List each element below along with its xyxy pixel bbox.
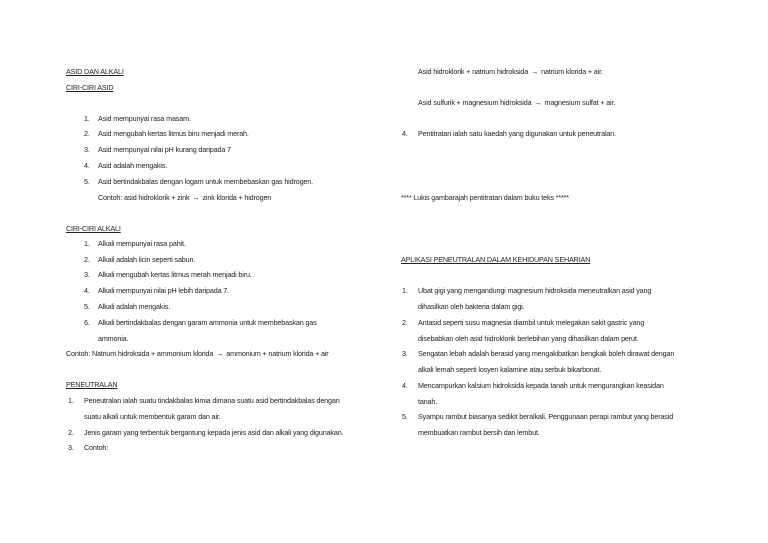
arrow-right-icon: → <box>534 98 542 107</box>
list-item: Jenis garam yang terbentuk bergantung kepada jenis asid dan alkali yang digunakan. <box>84 428 344 437</box>
list-number: 1. <box>84 114 90 123</box>
list-item-continuation: ammonia. <box>98 334 129 343</box>
equation-hcl <box>418 67 603 76</box>
list-number: 5. <box>84 177 90 186</box>
list-item: Mencampurkan kalsium hidroksida kepada tanah untuk mengurangkan keasidan <box>418 381 664 390</box>
list-number: 1. <box>68 396 74 405</box>
list-number: 5. <box>402 412 408 421</box>
equation-reactants: Contoh: asid hidroklorik + zink <box>98 193 190 202</box>
equation-products: magnesium sulfat + air. <box>544 98 616 107</box>
list-item: Alkali adalah mengakis. <box>98 302 171 311</box>
contoh-alkali-equation <box>66 349 329 358</box>
list-number: 2. <box>402 318 408 327</box>
arrow-right-icon: → <box>192 193 200 202</box>
list-number: 2. <box>84 255 90 264</box>
equation-products: ammonium + natrium klorida + air <box>226 349 329 358</box>
equation-reactants: Asid sulfurik + magnesium hidroksida <box>418 98 532 107</box>
list-number: 4. <box>84 286 90 295</box>
aplikasi-heading: APLIKASI PENEUTRALAN DALAM KEHIDUPAN SEHARIAN <box>401 255 591 264</box>
equation-products: zink klorida + hidrogen <box>202 193 272 202</box>
equation-reactants: Contoh: Natrium hidroksida + ammonium klorida <box>66 349 214 358</box>
equation-h2so4 <box>418 98 615 107</box>
list-number: 3. <box>402 349 408 358</box>
list-item: Antasid seperti susu magnesia diambil untuk melegakan sakit gastric yang <box>418 318 645 327</box>
page-title: ASID DAN ALKALI <box>66 67 124 76</box>
list-number: 4. <box>402 381 408 390</box>
list-item: Alkali mempunyai rasa pahit. <box>98 239 186 248</box>
peneutralan-heading: PENEUTRALAN <box>66 380 118 389</box>
list-number: 3. <box>84 145 90 154</box>
arrow-right-icon: → <box>531 67 539 76</box>
list-item: Peneutralan ialah suatu tindakbalas kimia dimana suatu asid bertindakbalas dengan <box>84 396 340 405</box>
list-item: Asid adalah mengakis. <box>98 161 168 170</box>
list-number: 1. <box>84 239 90 248</box>
list-number: 1. <box>402 286 408 295</box>
list-number: 3. <box>68 443 74 452</box>
list-number: 3. <box>84 270 90 279</box>
list-item: Sengatan lebah adalah berasid yang mengakibatkan bengkak boleh dirawat dengan <box>418 349 675 358</box>
list-item: Alkali adalah licin seperti sabun. <box>98 255 196 264</box>
list-number: 2. <box>84 129 90 138</box>
list-number: 4. <box>84 161 90 170</box>
list-item-continuation: tanah. <box>418 397 438 406</box>
list-number: 4. <box>402 129 408 138</box>
list-item: Asid mengubah kertas litmus biru menjadi merah. <box>98 129 249 138</box>
ciri-alkali-heading: CIRI-CIRI ALKALI <box>66 224 121 233</box>
list-item-continuation: membuatkan rambut bersih dan lembut. <box>418 428 540 437</box>
list-number: 6. <box>84 318 90 327</box>
list-item: Alkali mempunyai nilai pH lebih daripada 7. <box>98 286 229 295</box>
equation-products: natrium klorida + air. <box>541 67 603 76</box>
equation-reactants: Asid hidroklorik + natrium hidroksida <box>418 67 529 76</box>
list-item: Contoh: <box>84 443 109 452</box>
list-item: Alkali bertindakbalas dengan garam ammonia untuk membebaskan gas <box>98 318 317 327</box>
list-item-continuation: dihasilkan oleh bakteria dalam gigi. <box>418 302 525 311</box>
list-item: Asid bertindakbalas dengan logam untuk membebaskan gas hidrogen. <box>98 177 313 186</box>
list-item: Pentitratan ialah satu kaedah yang digunakan untuk peneutralan. <box>418 129 616 138</box>
list-number: 2. <box>68 428 74 437</box>
list-item: Syampu rambut biasanya sedikit beralkali. Penggunaan perapi rambut yang berasid <box>418 412 674 421</box>
ciri-asid-heading: CIRI-CIRI ASID <box>66 83 114 92</box>
list-number: 5. <box>84 302 90 311</box>
list-item-continuation: disebabkan oleh asid hidroklorik berlebihan yang dihasilkan dalam perut. <box>418 334 639 343</box>
drawing-note: **** Lukis gambarajah pentitratan dalam buku teks ***** <box>401 193 569 202</box>
list-item: Asid mempunyai nilai pH kurang daripada 7 <box>98 145 231 154</box>
list-item: Ubat gigi yang mengandungi magnesium hidroksida meneutralkan asid yang <box>418 286 652 295</box>
list-item: Asid mempunyai rasa masam. <box>98 114 191 123</box>
list-item: Alkali mengubah kertas litmus merah menjadi biru. <box>98 270 252 279</box>
arrow-right-icon: → <box>216 349 224 358</box>
contoh-asid-equation <box>98 193 271 202</box>
list-item-continuation: suatu alkali untuk membentuk garam dan air. <box>84 412 221 421</box>
list-item-continuation: alkali lemah seperti losyen kalamine atau serbuk bikarbonat. <box>418 365 602 374</box>
